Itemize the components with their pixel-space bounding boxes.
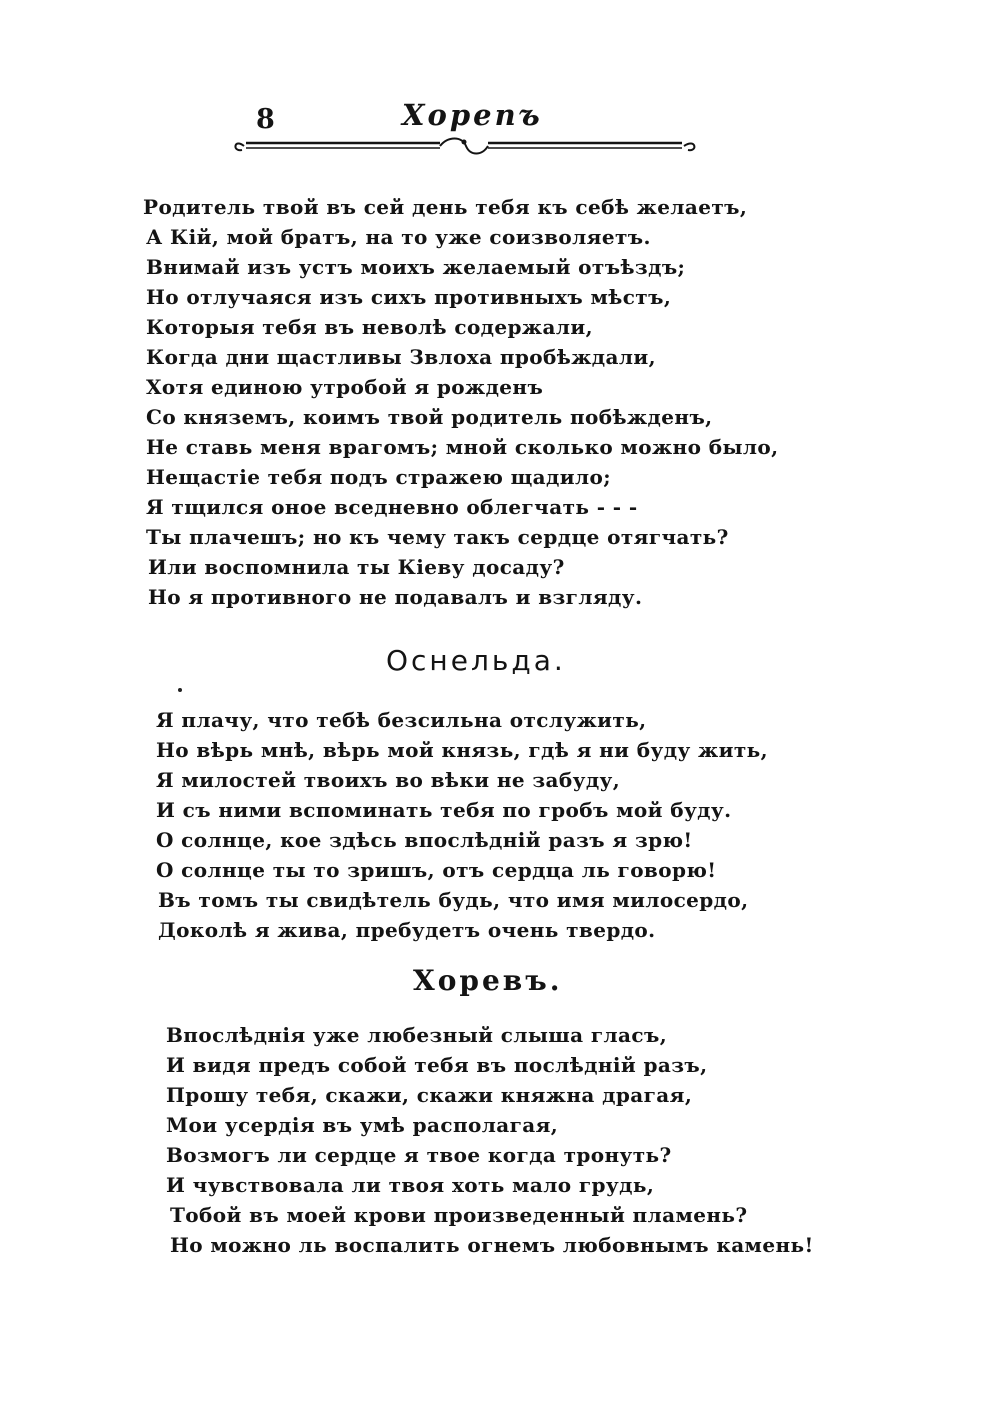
verse-line: И чувствовала ли твоя хоть мало грудь, [166,1173,655,1197]
verse-line: Нещастіе тебя подъ стражею щадило; [146,465,611,489]
verse-line: И видя предъ собой тебя въ послѣдній разъ, [166,1053,708,1077]
verse-line: Впослѣднія уже любезный слыша гласъ, [166,1023,668,1047]
page-number: 8 [256,104,275,135]
verse-line: Когда дни щастливы Звлоха пробѣждали, [146,345,656,369]
verse-line: Возмогъ ли сердце я твое когда тронуть? [166,1143,672,1167]
running-head: Хорепъ [402,98,543,132]
verse-line: О солнце ты то зришъ, отъ сердца ль говорю! [156,858,717,882]
verse-line: И съ ними вспоминать тебя по гробъ мой буду. [156,798,732,822]
verse-line: Мои усердія въ умѣ располагая, [166,1113,559,1137]
verse-line: Тобой въ моей крови произведенный пламень? [170,1203,748,1227]
verse-line: Въ томъ ты свидѣтель будь, что имя милосердо, [158,888,749,912]
print-speck [178,688,182,692]
verse-line: Я плачу, что тебѣ безсильна отслужить, [156,708,647,732]
verse-line: О солнце, кое здѣсь впослѣдній разъ я зрю! [156,828,693,852]
verse-line: Или воспомнила ты Кіеву досаду? [148,555,565,579]
verse-line: Но вѣрь мнѣ, вѣрь мой князь, гдѣ я ни буду жить, [156,738,768,762]
speaker-name-khorev: Хоревъ. [413,964,563,997]
verse-line: Со княземъ, коимъ твой родитель побѣжденъ, [146,405,713,429]
verse-line: Хотя единою утробой я рожденъ [146,375,544,399]
page-header [230,98,700,168]
verse-line: Внимай изъ устъ моихъ желаемый отъѣздъ; [146,255,686,279]
verse-line: Родитель твой въ сей день тебя къ себѣ желаетъ, [143,195,748,219]
verse-line: Но можно ль воспалить огнемъ любовнымъ камень! [170,1233,814,1257]
verse-line: Доколѣ я жива, пребудетъ очень твердо. [158,918,656,942]
ornamental-rule [230,134,700,158]
verse-line: Не ставь меня врагомъ; мной сколько можно было, [146,435,779,459]
verse-line: Ты плачешъ; но къ чему такъ сердце отягчать? [146,525,729,549]
verse-line: А Кій, мой братъ, на то уже соизволяетъ. [146,225,651,249]
verse-line: Я тщился оное вседневно облегчать - - - [146,495,638,519]
verse-line: Прошу тебя, скажи, скажи княжна драгая, [166,1083,693,1107]
verse-line: Я милостей твоихъ во вѣки не забуду, [156,768,621,792]
verse-line: Которыя тебя въ неволѣ содержали, [146,315,593,339]
verse-line: Но я противного не подавалъ и взгляду. [148,585,643,609]
verse-line: Но отлучаяся изъ сихъ противныхъ мѣстъ, [146,285,672,309]
speaker-name-osnelda: Оснельда. [386,644,566,677]
